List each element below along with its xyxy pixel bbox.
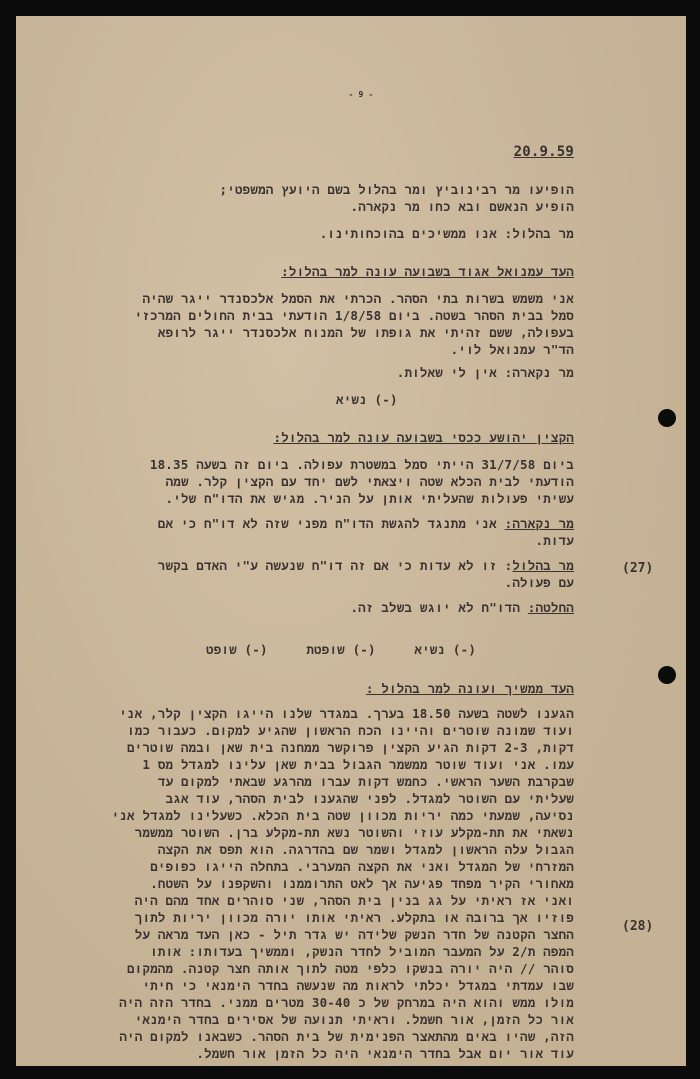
witness1-heading: העד עמנואל אגוד בשבועה עונה למר בהלול: [281,264,574,279]
binder-hole-bottom [658,666,676,684]
bahlul-label: מר בהלול [512,558,574,573]
witness3-line: הזה, שהיו באים מהתאצר הפנימית של בית הסהר. כשבאנו למקום היה [119,1029,574,1044]
witness2-bahlul-line [158,558,574,574]
intro-line: הופיע הנאשם ובא כחו מר נקארה. [350,199,574,214]
decision-line [350,600,574,616]
witness3-heading: העד ממשיך ועונה למר בהלול : [365,681,574,696]
witness3-line: שבקרבת השער הראשי. כחמש דקות עברו מהרגע שבאתי למקום עד [157,774,574,789]
witness3-line: ועוד שמונה שוטרים והיינו הכח הראשון שהגיע למקום. כעבור כמו [127,723,574,738]
page-number: - 9 - [348,90,374,99]
witness2-heading: הקצין יהושע ככסי בשבועה עונה למר בהלול: [273,430,574,445]
witness3-line: ואני אז ראיתי על גג בנין בית הסהר, שני סוהרים אחד מהם היה [134,893,574,908]
witness3-line: נשאתי את תת-מקלע עוזי והשוטר נשא תת-מקלע ברן. השוטר ממשמר [134,825,574,840]
intro-line: הופיעו מר רבינוביץ ומר בהלול בשם היועץ המשפטי; [219,182,574,197]
witness3-line: אור כל הזמן, אור חשמל. וראיתי תנועה של אסירים בחדר הימנאי [134,1012,574,1027]
binder-hole-top [658,409,676,427]
witness3-line: נסיעה, שמעתי כמה יריות מכוון שטה בית הכלא. כשעלינו למגדל אני [111,808,574,823]
witness3-line: שבו עמדתי במגדל יכלתי לראות מה שנעשה בחדר הימנאי כי חיתי [142,978,574,993]
witness3-line: הגענו לשטה בשעה 18.50 בערך. במגדר שלנו הייגו הקצין קלר, אני [119,706,574,721]
margin-reference-28: (28) [622,919,654,934]
witness3-line: המזרחי של המגדל ואני את הקצה המערבי. בתחלה הייגו כפופים [150,859,574,874]
witness3-line: שעליתי עם השוטר למגדל. לפני שהגענו לבית הסהר, עוד אגב [165,791,574,806]
witness2-line: עשיתי פעולות שהעליתי אותן על הניר. מגיש את הדו"ח שלי. [165,491,574,506]
witness3-line: עוד אור יום אבל בחדר הימנאי היה כל הזמן אור חשמל. [196,1046,574,1061]
witness1-line: בעפולה, ששם זהיתי את גופתו של המנוח אלכסנדר ייגר לרופא [157,325,574,340]
witness1-line: אני משמש בשרות בתי הסהר. הכרתי את הסמל אלכסנדר ייגר שהיה [142,291,574,306]
bahlul-statement: מר בהלול: אנו ממשיכים בהוכחותינו. [319,226,574,241]
witness3-line: המפה ת/2 על המעבר המוביל לחדר הנשק, וממשיך בעדותו: אותו [150,944,574,959]
witness3-line: מאחורי הקיר מפחד פגיעה אך לאט התרוממנו והשקפנו על השטח. [150,876,574,891]
witness1-line: סמל בבית הסהר בשטה. ביום 1/8/58 הודעתי בבית החולים המרכזי [134,308,574,323]
witness3-line: מולו ממש והוא היה במרחק של כ 30-40 מטרים ממני. בחדר הזה היה [119,995,574,1010]
witness3-line: עמו. אני ועוד שוטר ממשמר הגבול בבית שאן עלינו למגדל מס 1 [142,757,574,772]
document-page [16,16,686,1066]
judges-signatures: (-) נשיא (-) שופטת (-) שופט [206,642,477,657]
witness3-line: הגבול עלה הראשון למגדל ושמר שם בהדרגה. הוא תפס את הקצה [157,842,574,857]
decision-label: החלטה: [527,600,574,615]
witness3-line: החצר הקטנה של חדר הנשק שלידה יש גדר תיל - כאן העד מראה על [134,927,574,942]
date: 20.9.59 [513,144,574,160]
witness2-line: ביום 31/7/58 הייתי סמל במשטרת עפולה. ביום זה בשעה 18.35 [149,457,574,472]
witness3-line: פוזיו אך ברובה או בתקלע. ראיתי אותו יורה מכוון יריות לתוך [134,910,574,925]
witness2-nakara-cont: עדות. [535,533,574,548]
decision-text: הדו"ח לא יוגש בשלב זה. [350,600,528,615]
margin-reference-27: (27) [622,561,654,576]
nakara-label: מר נקארה: [504,516,574,531]
witness1-signature: (-) נשיא [336,392,398,407]
witness1-nakara: מר נקארה: אין לי שאלות. [396,365,574,380]
witness2-line: הודעתי לבית הכלא שטה ויצאתי לשם יחד עם הקצין קלר. שמה [165,474,574,489]
witness2-nakara-line [158,516,574,532]
witness3-line: דקות, 2-3 דקות הגיע הקצין פרוקשר ממחנה בית שאן ובמה שוטרים [126,740,574,755]
nakara-text: אני מתנגד להגשת הדו"ח מפני שזה לא דו"ח כי אם [157,516,505,531]
witness2-bahlul-cont: עם פעולה. [504,575,574,590]
witness1-line: הד"ר עמנואל לוי. [450,342,574,357]
bahlul-text: : זו לא עדות כי אם זה דו"ח שנעשה ע"י האדם בקשר [157,558,513,573]
witness3-line: סוהר // היה יורה בנשקו כלפי מטה לתוך אותה חצר קטנה. מהמקום [126,961,574,976]
